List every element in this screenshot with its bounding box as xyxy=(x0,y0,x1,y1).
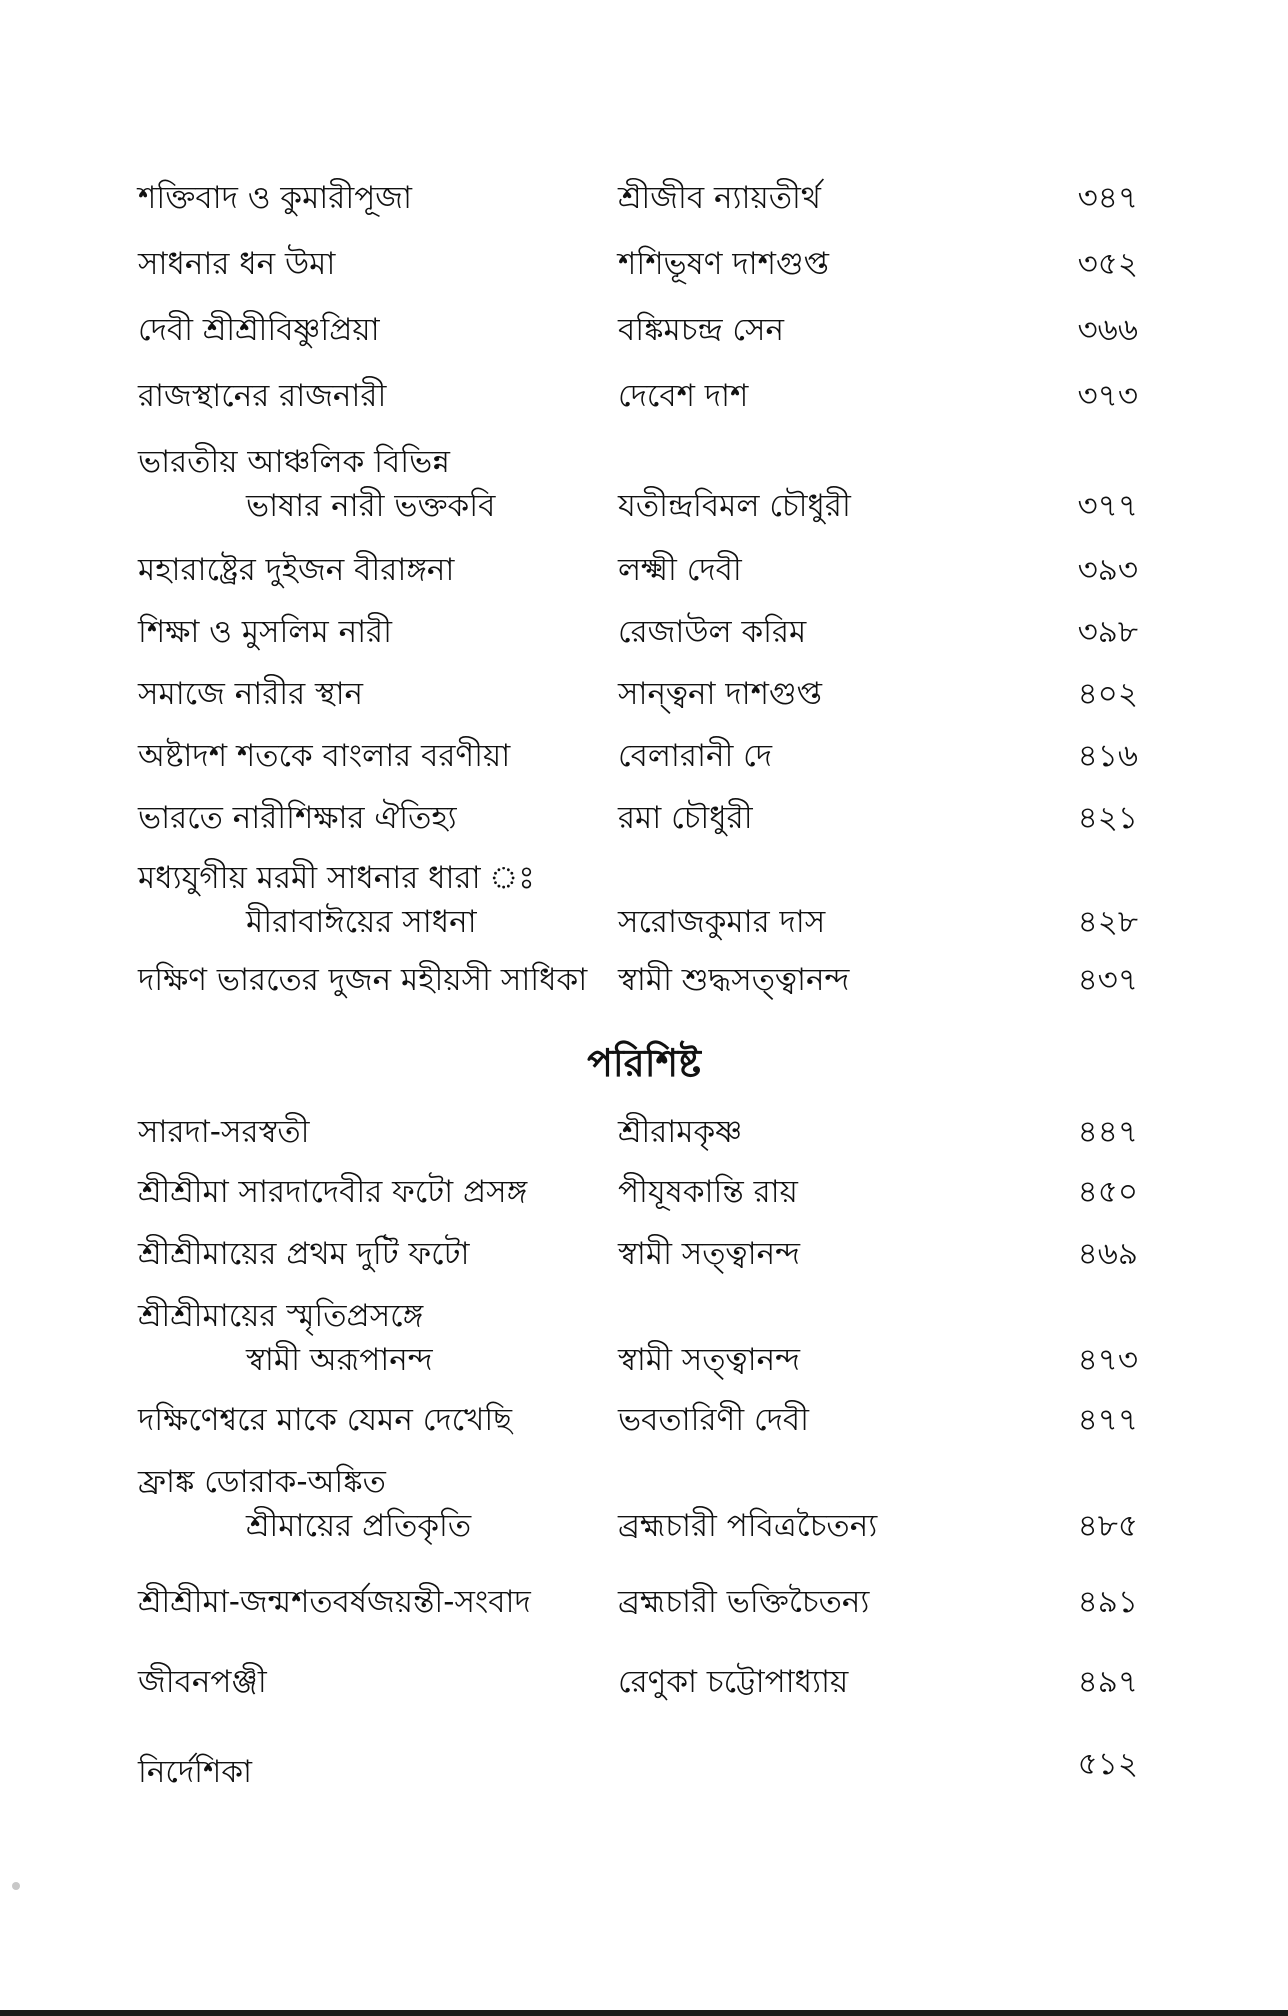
entry-page-number: ৩৭৭ xyxy=(1077,488,1138,524)
entry-author: রেজাউল করিম xyxy=(618,614,807,650)
entry-title xyxy=(138,734,510,778)
entry-title-line: নির্দেশিকা xyxy=(138,1754,253,1790)
entry-page-number: ৩৯৩ xyxy=(1077,552,1138,588)
entry-page-number: ৫১২ xyxy=(1077,1746,1138,1782)
entry-title-line: শ্রীশ্রীমায়ের প্রথম দুটি ফটো xyxy=(138,1236,470,1272)
entry-title-line: দক্ষিণ ভারতের দুজন মহীয়সী সাধিকা xyxy=(138,962,588,998)
entry-title-line-2: শ্রীমায়ের প্রতিকৃতি xyxy=(246,1508,472,1544)
entry-author: বেলারানী দে xyxy=(618,738,773,774)
entry-page-number: ৪২১ xyxy=(1077,800,1138,836)
entry-page-number: ৩৯৮ xyxy=(1077,614,1138,650)
entry-title-line: দক্ষিণেশ্বরে মাকে যেমন দেখেছি xyxy=(138,1402,513,1438)
entry-title xyxy=(138,1170,527,1214)
entry-author: সরোজকুমার দাস xyxy=(618,904,826,940)
entry-page-number: ৪৭৭ xyxy=(1077,1402,1138,1438)
entry-title xyxy=(138,242,335,286)
entry-title-line: শ্রীশ্রীমা সারদাদেবীর ফটো প্রসঙ্গ xyxy=(138,1174,528,1210)
entry-author: রেণুকা চট্টোপাধ্যায় xyxy=(618,1664,849,1700)
entry-title xyxy=(138,308,380,352)
entry-author: যতীন্দ্রবিমল চৌধুরী xyxy=(618,488,851,524)
entry-title xyxy=(138,796,457,840)
entry-page-number: ৩৬৬ xyxy=(1077,312,1138,348)
entry-title-line: শিক্ষা ও মুসলিম নারী xyxy=(138,614,392,650)
entry-title-line: জীবনপঞ্জী xyxy=(138,1664,267,1700)
entry-title-line: সমাজে নারীর স্থান xyxy=(138,676,364,712)
entry-title-line: ভারতীয় আঞ্চলিক বিভিন্ন xyxy=(138,444,450,480)
entry-title-line-2: স্বামী অরূপানন্দ xyxy=(246,1342,433,1378)
paper-speck xyxy=(12,1882,20,1890)
entry-author: দেবেশ দাশ xyxy=(618,378,749,414)
entry-author: ব্রহ্মচারী পবিত্রচৈতন্য xyxy=(618,1508,878,1544)
entry-author: স্বামী সত্ত্বানন্দ xyxy=(618,1236,800,1272)
entry-page-number: ৩৪৭ xyxy=(1077,180,1138,216)
entry-title xyxy=(138,176,412,220)
entry-title-line: মহারাষ্ট্রের দুইজন বীরাঙ্গনা xyxy=(138,552,455,588)
entry-title-line-2: মীরাবাঈয়ের সাধনা xyxy=(246,904,477,940)
entry-page-number: ৪৯১ xyxy=(1077,1584,1138,1620)
entry-author: ভবতারিণী দেবী xyxy=(618,1402,809,1438)
entry-title xyxy=(138,1580,531,1624)
appendix-heading: পরিশিষ্ট xyxy=(587,1041,701,1085)
entry-page-number: ৪১৬ xyxy=(1077,738,1138,774)
entry-title-line: রাজস্থানের রাজনারী xyxy=(138,378,387,414)
entry-page-number: ৪৯৭ xyxy=(1077,1664,1138,1700)
entry-title-line: মধ্যযুগীয় মরমী সাধনার ধারা ঃ xyxy=(138,860,535,896)
entry-author: ব্রহ্মচারী ভক্তিচৈতন্য xyxy=(618,1584,870,1620)
entry-page-number: ৪০২ xyxy=(1077,676,1138,712)
entry-author: স্বামী সত্ত্বানন্দ xyxy=(618,1342,800,1378)
entry-title xyxy=(138,958,587,1002)
entry-title xyxy=(138,672,363,716)
entry-author: শশিভূষণ দাশগুপ্ত xyxy=(618,246,829,282)
entry-author: সান্ত্বনা দাশগুপ্ত xyxy=(618,676,822,712)
entry-title xyxy=(138,1232,470,1276)
entry-title-line: সাধনার ধন উমা xyxy=(138,246,336,282)
entry-page-number: ৪৬৯ xyxy=(1077,1236,1138,1272)
entry-title xyxy=(138,856,535,944)
entry-title-line: দেবী শ্রীশ্রীবিষ্ণুপ্রিয়া xyxy=(138,312,380,348)
entry-author: রমা চৌধুরী xyxy=(618,800,753,836)
page-edge xyxy=(0,2010,1288,2016)
entry-title-line: শক্তিবাদ ও কুমারীপূজা xyxy=(138,180,412,216)
entry-title-line: ভারতে নারীশিক্ষার ঐতিহ্য xyxy=(138,800,457,836)
entry-title xyxy=(138,1750,252,1794)
entry-author: শ্রীজীব ন্যায়তীর্থ xyxy=(618,180,821,216)
entry-page-number: ৩৫২ xyxy=(1077,246,1138,282)
entry-page-number: ৪৮৫ xyxy=(1077,1508,1138,1544)
entry-author: পীযূষকান্তি রায় xyxy=(618,1174,798,1210)
entry-title xyxy=(138,1660,267,1704)
entry-title-line: শ্রীশ্রীমায়ের স্মৃতিপ্রসঙ্গে xyxy=(138,1298,424,1334)
entry-title-line: অষ্টাদশ শতকে বাংলার বরণীয়া xyxy=(138,738,511,774)
entry-page-number: ৪৫০ xyxy=(1077,1174,1138,1210)
entry-title-line: সারদা-সরস্বতী xyxy=(138,1114,310,1150)
entry-author: লক্ষ্মী দেবী xyxy=(618,552,742,588)
entry-title-line: ফ্রাঙ্ক ডোরাক-অঙ্কিত xyxy=(138,1464,386,1500)
entry-page-number: ৪৪৭ xyxy=(1077,1114,1138,1150)
entry-title xyxy=(138,1110,310,1154)
entry-title xyxy=(138,374,386,418)
entry-page-number: ৪৩৭ xyxy=(1077,962,1138,998)
entry-author: স্বামী শুদ্ধসত্ত্বানন্দ xyxy=(618,962,850,998)
entry-page-number: ৩৭৩ xyxy=(1077,378,1138,414)
entry-title xyxy=(138,548,454,592)
entry-title-line: শ্রীশ্রীমা-জন্মশতবর্ষজয়ন্তী-সংবাদ xyxy=(138,1584,531,1620)
entry-title xyxy=(138,610,392,654)
entry-title xyxy=(138,440,495,528)
entry-page-number: ৪৭৩ xyxy=(1077,1342,1138,1378)
entry-author: বঙ্কিমচন্দ্র সেন xyxy=(618,312,784,348)
entry-author: শ্রীরামকৃষ্ণ xyxy=(618,1114,743,1150)
entry-page-number: ৪২৮ xyxy=(1077,904,1138,940)
entry-title xyxy=(138,1460,471,1548)
entry-title xyxy=(138,1398,512,1442)
entry-title xyxy=(138,1294,433,1382)
entry-title-line-2: ভাষার নারী ভক্তকবি xyxy=(246,488,496,524)
